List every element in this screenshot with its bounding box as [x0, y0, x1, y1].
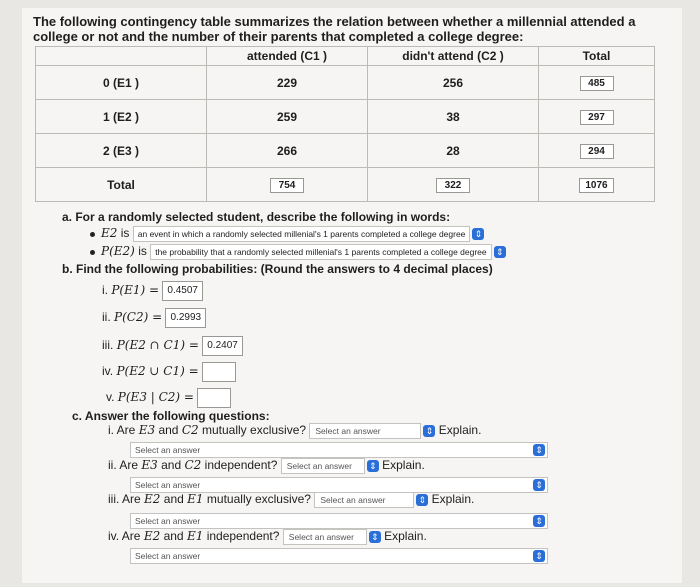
question-text: independent? [206, 529, 280, 543]
header-attended: attended (C1 ) [207, 47, 368, 66]
select-arrows-icon[interactable]: ⇕ [423, 425, 435, 437]
item-expression: P(C2) = [114, 310, 163, 325]
header-blank [36, 47, 207, 66]
question-event: E3 [141, 458, 158, 472]
question-text: and [163, 529, 184, 543]
question-number: i. [108, 423, 114, 437]
pe2-select-arrows-icon[interactable]: ⇕ [494, 246, 506, 258]
select-arrows-icon[interactable]: ⇕ [533, 444, 545, 456]
cell-total [539, 168, 655, 202]
answer-select[interactable]: Select an answer [283, 529, 367, 545]
cell-c1: 229 [207, 66, 368, 100]
answer-select[interactable]: Select an answer [309, 423, 421, 439]
part-c-heading: c. Answer the following questions: [72, 409, 270, 423]
total-box: 322 [436, 178, 470, 193]
question-number: iv. [108, 529, 120, 543]
prob-item [102, 362, 236, 382]
row-label: 2 (E3 ) [36, 134, 207, 168]
total-box: 1076 [579, 178, 613, 193]
question-event: E2 [144, 492, 161, 506]
question-event: E1 [187, 492, 204, 506]
question-number: iii. [108, 492, 120, 506]
cell-total [539, 134, 655, 168]
prob-item [106, 388, 231, 408]
cell-c2: 38 [368, 100, 539, 134]
answer-input-pe1[interactable]: 0.4507 [162, 281, 203, 301]
select-arrows-icon[interactable]: ⇕ [369, 531, 381, 543]
item-number: ii. [102, 310, 111, 325]
item-number: iv. [102, 364, 114, 379]
question-event: C2 [184, 458, 202, 472]
explanation-text: Select an answer [135, 551, 201, 561]
cell-c2 [368, 168, 539, 202]
part-a-pe2-line [90, 244, 506, 260]
question-event: E2 [143, 529, 161, 543]
explain-label: Explain. [382, 458, 425, 472]
pe2-answer-select[interactable] [150, 244, 491, 260]
item-expression: P(E2 ∪ C1) = [116, 364, 199, 379]
explanation-text: Select an answer [135, 445, 201, 455]
total-box: 485 [580, 76, 614, 91]
bullet [90, 250, 95, 255]
explanation-select[interactable] [130, 442, 548, 458]
question-text: Are [119, 458, 139, 472]
e2-label: E2 [101, 226, 118, 241]
explanation-select[interactable] [130, 513, 548, 529]
part-b-heading: b. Find the following probabilities: (Round the answers to 4 decimal places) [62, 262, 493, 276]
answer-select[interactable]: Select an answer [314, 492, 414, 508]
cell-total [539, 66, 655, 100]
header-total: Total [539, 47, 655, 66]
explain-label: Explain. [384, 529, 427, 543]
cell-c1: 259 [207, 100, 368, 134]
table-row-total [36, 168, 655, 202]
bullet [90, 232, 95, 237]
header-didnt-attend: didn't attend (C2 ) [368, 47, 539, 66]
row-label: 0 (E1 ) [36, 66, 207, 100]
select-arrows-icon[interactable]: ⇕ [367, 460, 379, 472]
question-item [108, 423, 481, 439]
total-box: 294 [580, 144, 614, 159]
total-box: 754 [270, 178, 304, 193]
answer-input-pe2-or-c1[interactable] [202, 362, 236, 382]
question-item [108, 492, 474, 508]
row-label: 1 (E2 ) [36, 100, 207, 134]
question-text: Are [122, 492, 141, 506]
question-text: mutually exclusive? [202, 423, 307, 437]
explanation-select[interactable] [130, 477, 548, 493]
question-text: and [161, 458, 182, 472]
answer-input-pe2-and-c1[interactable]: 0.2407 [202, 336, 243, 356]
row-label: Total [36, 168, 207, 202]
item-number: i. [102, 283, 108, 298]
question-event: E1 [186, 529, 204, 543]
question-text: Are [116, 423, 136, 437]
cell-c2: 28 [368, 134, 539, 168]
question-number: ii. [108, 458, 117, 472]
cell-c1 [207, 168, 368, 202]
explanation-text: Select an answer [135, 480, 201, 490]
explanation-text: Select an answer [135, 516, 201, 526]
table-row [36, 134, 655, 168]
explanation-select[interactable] [130, 548, 548, 564]
cell-c2: 256 [368, 66, 539, 100]
select-arrows-icon[interactable]: ⇕ [416, 494, 428, 506]
question-text: and [163, 492, 184, 506]
explain-label: Explain. [431, 492, 475, 506]
select-arrows-icon[interactable]: ⇕ [533, 479, 545, 491]
question-text: and [158, 423, 179, 437]
item-expression: P(E2 ∩ C1) = [116, 338, 199, 353]
answer-input-pc2[interactable]: 0.2993 [165, 308, 206, 328]
select-arrows-icon[interactable]: ⇕ [533, 515, 545, 527]
e2-answer-text: an event in which a randomly selected millenial's 1 parents completed a college degree [137, 229, 466, 239]
table-row [36, 66, 655, 100]
select-arrows-icon[interactable]: ⇕ [533, 550, 545, 562]
question-text: mutually exclusive? [206, 492, 311, 506]
prob-item [102, 308, 206, 328]
explain-label: Explain. [438, 423, 482, 437]
table-header-row [36, 47, 655, 66]
item-number: v. [106, 390, 115, 405]
part-a-heading: a. For a randomly selected student, describe the following in words: [62, 210, 451, 224]
total-box: 297 [580, 110, 614, 125]
cell-total [539, 100, 655, 134]
cell-c1: 266 [207, 134, 368, 168]
table-row [36, 100, 655, 134]
pe2-label: P(E2) [101, 244, 135, 259]
question-item [108, 458, 425, 474]
item-expression: P(E3 | C2) = [117, 390, 194, 405]
item-number: iii. [102, 338, 114, 353]
prob-item [102, 336, 243, 356]
answer-select[interactable]: Select an answer [281, 458, 365, 474]
e2-answer-select[interactable] [133, 226, 471, 242]
is-text: is [138, 244, 147, 259]
prob-item [102, 281, 203, 301]
part-a-e2-line [90, 226, 484, 242]
question-event: C2 [181, 423, 199, 437]
answer-input-pe3-given-c2[interactable] [197, 388, 231, 408]
contingency-table [35, 46, 655, 202]
question-text: Are [121, 529, 141, 543]
is-text: is [120, 226, 130, 241]
question-event: E3 [138, 423, 156, 437]
question-text: independent? [204, 458, 278, 472]
problem-intro: The following contingency table summarizes the relation between whether a millennial attended a college or not and the number of their parents that completed a college degree: [33, 14, 636, 44]
pe2-answer-text: the probability that a randomly selected millenial's 1 parents completed a college degree [155, 247, 487, 257]
question-item [108, 529, 427, 545]
e2-select-arrows-icon[interactable]: ⇕ [472, 228, 484, 240]
item-expression: P(E1) = [111, 283, 160, 298]
